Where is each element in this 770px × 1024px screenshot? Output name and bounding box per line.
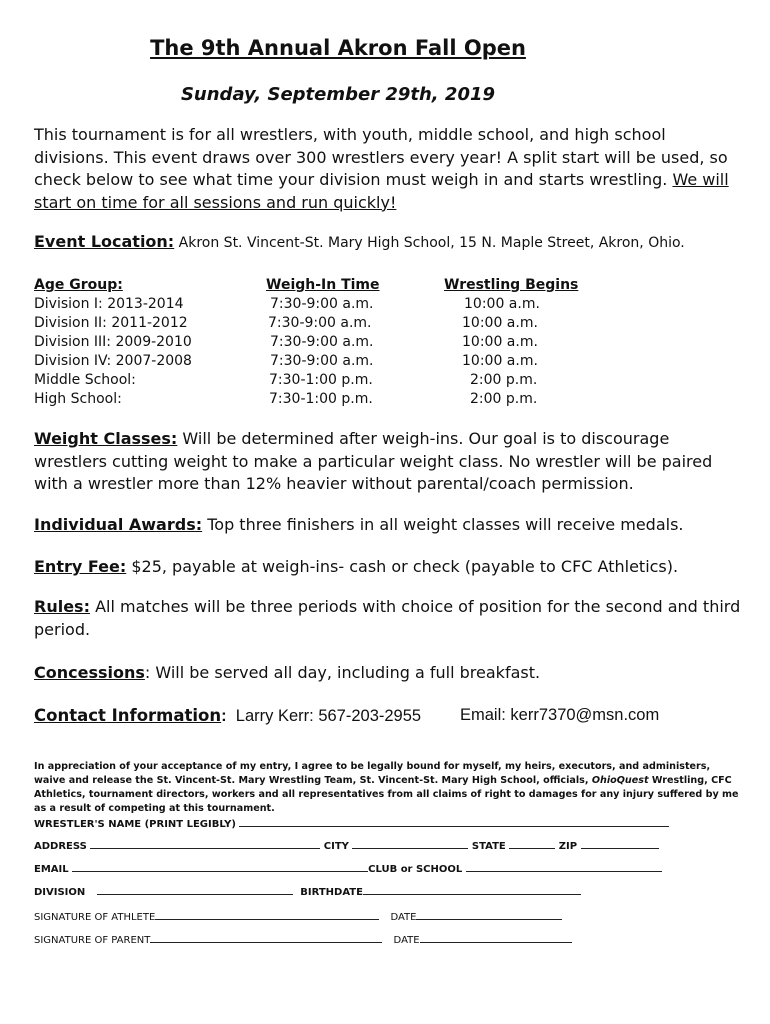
weigh-in-cell: 7:30-1:00 p.m.: [269, 372, 373, 388]
event-date: Sunday, September 29th, 2019: [180, 84, 496, 105]
wrestling-begins-cell: 10:00 a.m.: [462, 353, 538, 369]
form-row-division: [34, 884, 581, 898]
weight-classes-section: [34, 428, 744, 496]
wrestling-begins-cell: 2:00 p.m.: [470, 372, 538, 388]
rules-section: [34, 596, 744, 641]
date2-field[interactable]: [420, 932, 572, 943]
address-label: ADDRESS: [34, 841, 87, 852]
wrestling-begins-header: Wrestling Begins: [444, 277, 579, 293]
age-group-cell: Division III: 2009-2010: [34, 334, 192, 350]
wrestling-begins-cell: 10:00 a.m.: [462, 315, 538, 331]
contact-name-phone: Larry Kerr: 567-203-2955: [235, 707, 422, 725]
email-field[interactable]: [72, 861, 368, 872]
birthdate-field[interactable]: [363, 884, 581, 895]
intro-paragraph: [34, 124, 734, 214]
form-row-sig-parent: [34, 932, 572, 946]
age-group-cell: Division IV: 2007-2008: [34, 353, 192, 369]
entry-fee-text: $25, payable at weigh-ins- cash or check (payable to CFC Athletics).: [131, 557, 679, 576]
concessions-section: [34, 662, 744, 685]
city-field[interactable]: [352, 838, 468, 849]
location-label: Event Location:: [34, 232, 175, 251]
address-field[interactable]: [90, 838, 320, 849]
awards-text: Top three finishers in all weight classes will receive medals.: [207, 515, 684, 534]
age-group-cell: Middle School:: [34, 372, 136, 388]
division-field[interactable]: [97, 884, 293, 895]
entry-fee-label: Entry Fee:: [34, 557, 127, 576]
concessions-text: : Will be served all day, including a full breakfast.: [144, 663, 541, 682]
weight-classes-text: Will be determined after weigh-ins. Our goal is to discourage wrestlers cutting weight to make a particular weight class. No wrestler will be paired with a wrestler more than 12% heavier without parental/coach permission.: [34, 429, 713, 493]
sig-athlete-field[interactable]: [155, 909, 379, 920]
club-label: CLUB or SCHOOL: [368, 864, 463, 875]
division-label: DIVISION: [34, 887, 86, 898]
age-group-cell: Division II: 2011-2012: [34, 315, 188, 331]
form-row-sig-athlete: [34, 909, 562, 923]
event-location: [34, 232, 685, 251]
zip-field[interactable]: [581, 838, 659, 849]
age-group-column: [34, 276, 192, 409]
name-label: WRESTLER'S NAME (PRINT LEGIBLY): [34, 819, 236, 830]
sig-parent-field[interactable]: [150, 932, 382, 943]
form-row-address: [34, 838, 659, 852]
form-row-email: [34, 861, 662, 875]
date1-field[interactable]: [416, 909, 562, 920]
age-group-cell: Division I: 2013-2014: [34, 296, 184, 312]
state-label: STATE: [471, 841, 506, 852]
intro-underlined: We will start on time for all sessions and run quickly!: [34, 170, 729, 212]
rules-label: Rules:: [34, 597, 90, 616]
zip-label: ZIP: [558, 841, 578, 852]
wrestling-begins-column: [444, 276, 579, 409]
sig-parent-label: SIGNATURE OF PARENT: [34, 935, 151, 946]
date2-label: DATE: [393, 935, 420, 946]
wrestling-begins-cell: 2:00 p.m.: [470, 391, 538, 407]
entry-fee-section: [34, 556, 744, 579]
weigh-in-cell: 7:30-1:00 p.m.: [269, 391, 373, 407]
weight-classes-label: Weight Classes:: [34, 429, 178, 448]
club-field[interactable]: [466, 861, 662, 872]
contact-colon: :: [221, 707, 227, 725]
awards-label: Individual Awards:: [34, 515, 203, 534]
weigh-in-header: Weigh-In Time: [266, 277, 380, 293]
wrestling-begins-cell: 10:00 a.m.: [462, 334, 538, 350]
weigh-in-column: [266, 276, 380, 409]
waiver-italic: OhioQuest: [591, 775, 649, 786]
weigh-in-cell: 7:30-9:00 a.m.: [270, 334, 374, 350]
birthdate-label: BIRTHDATE: [300, 887, 363, 898]
sig-athlete-label: SIGNATURE OF ATHLETE: [34, 912, 156, 923]
form-row-name: [34, 816, 669, 830]
wrestling-begins-cell: 10:00 a.m.: [464, 296, 540, 312]
age-group-header: Age Group:: [34, 277, 123, 293]
awards-section: [34, 514, 744, 537]
waiver-text: [34, 760, 740, 816]
weigh-in-cell: 7:30-9:00 a.m.: [268, 315, 372, 331]
waiver-part1: In appreciation of your acceptance of my entry, I agree to be legally bound for myself, my heirs, executors, and administers, waive and release the St. Vincent-St. Mary Wrestling Team, St. Vincent-St. Mary High School, officials,: [34, 761, 711, 786]
location-value: Akron St. Vincent-St. Mary High School, 15 N. Maple Street, Akron, Ohio.: [178, 235, 685, 251]
state-field[interactable]: [509, 838, 555, 849]
city-label: CITY: [323, 841, 349, 852]
concessions-label: Concessions: [34, 663, 145, 682]
contact-email: Email: kerr7370@msn.com: [460, 706, 660, 724]
weigh-in-cell: 7:30-9:00 a.m.: [270, 296, 374, 312]
waiver-part2: Wrestling, CFC Athletics, tournament directors, workers and all representatives from all claims of right to damages for any injury suffered by me as a result of competing at this tournament.: [34, 775, 739, 814]
rules-text: All matches will be three periods with choice of position for the second and third period.: [34, 597, 741, 639]
weigh-in-cell: 7:30-9:00 a.m.: [270, 353, 374, 369]
intro-text: This tournament is for all wrestlers, with youth, middle school, and high school divisions. This event draws over 300 wrestlers every year! A split start will be used, so check below to see what time your division must weigh in and starts wrestling.: [34, 125, 728, 189]
contact-label: Contact Information: [34, 706, 222, 725]
name-field[interactable]: [239, 816, 669, 827]
email-label: EMAIL: [34, 864, 69, 875]
page-title: The 9th Annual Akron Fall Open: [150, 36, 526, 60]
contact-section: [34, 706, 660, 726]
age-group-cell: High School:: [34, 391, 122, 407]
date1-label: DATE: [390, 912, 417, 923]
